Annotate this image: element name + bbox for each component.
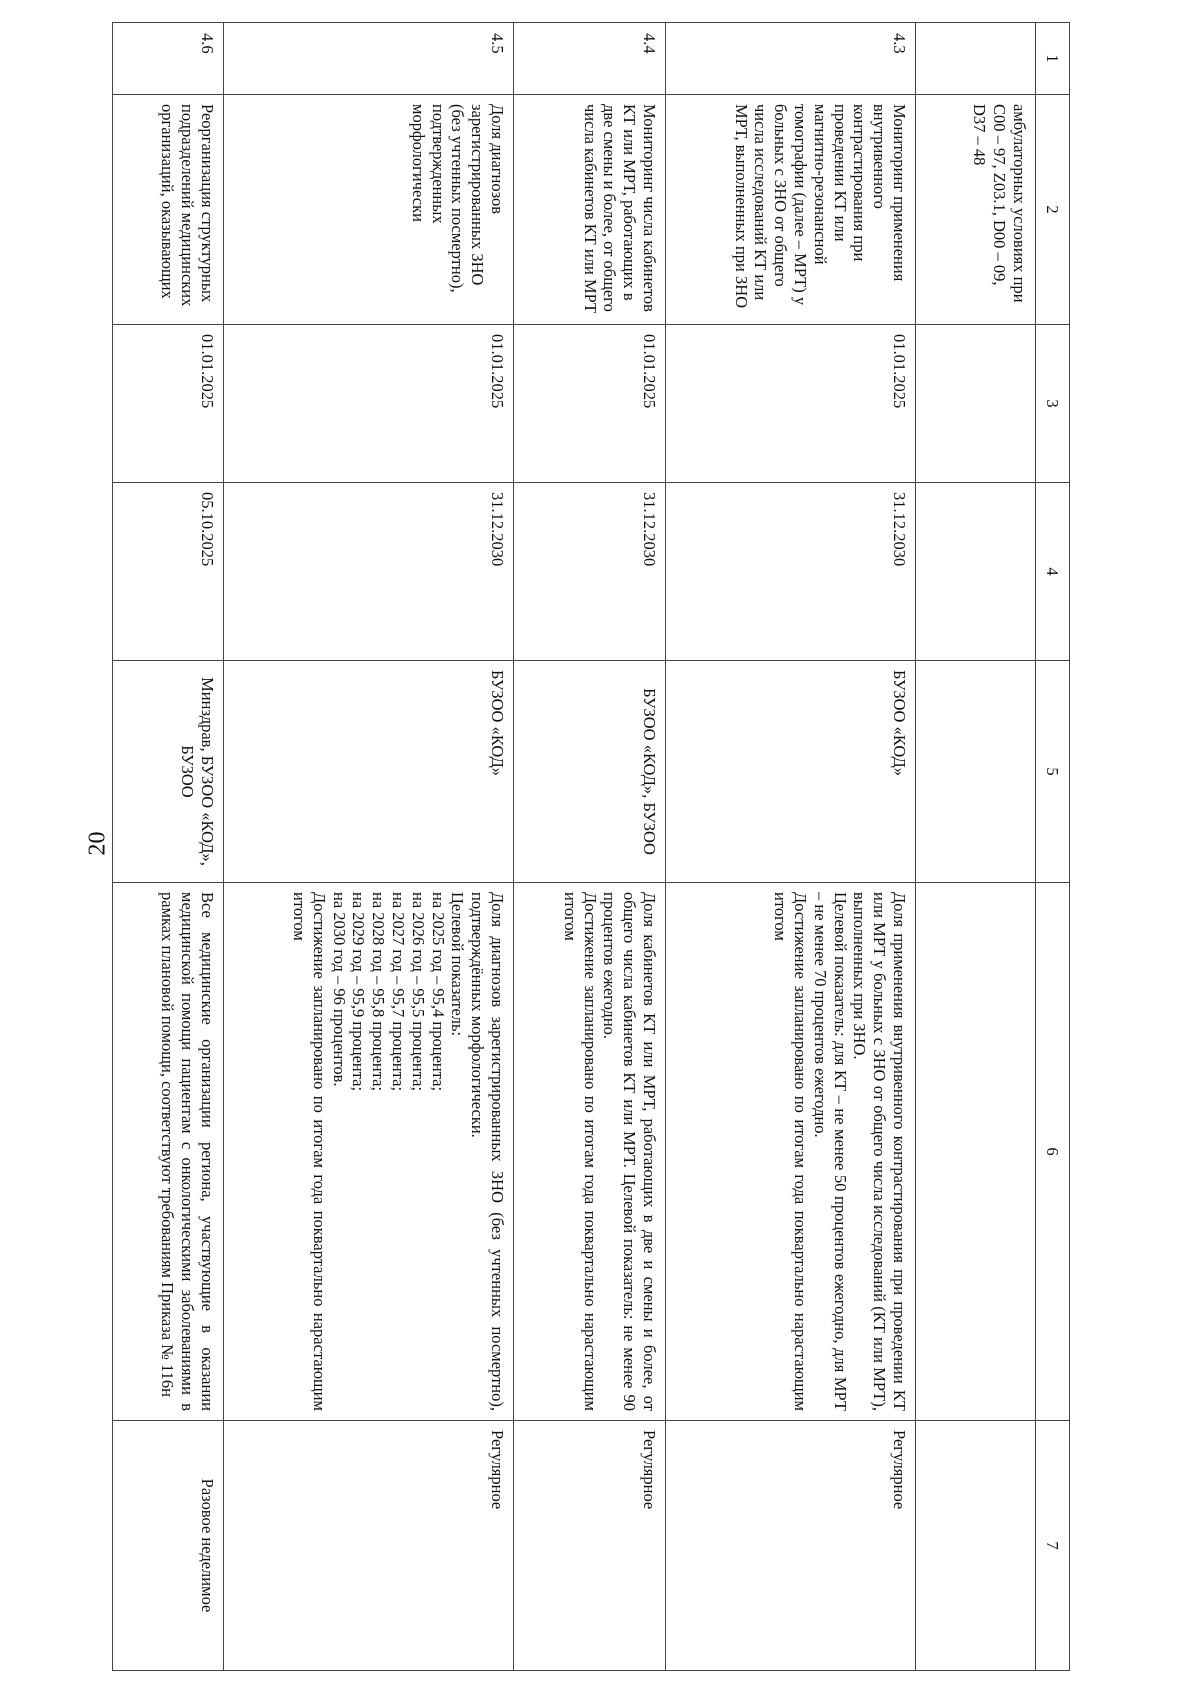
- responsible: БУЗОО «КОД»: [224, 661, 514, 883]
- result-text: на 2028 год – 95,8 процента;: [369, 892, 389, 1092]
- row-number: 4.3: [666, 23, 916, 95]
- plan-table: [112, 22, 1070, 1671]
- event-type: Разовое неделимое: [113, 1421, 224, 1671]
- end-date: 31.12.2030: [224, 483, 514, 661]
- header-cell: 4: [1036, 483, 1070, 661]
- rotated-table-container: [112, 22, 1070, 1670]
- responsible: БУЗОО «КОД», БУЗОО: [514, 661, 666, 883]
- result-cell: [666, 883, 916, 1421]
- header-row: [1036, 23, 1070, 1671]
- header-cell: 5: [1036, 661, 1070, 883]
- result-text: Доля кабинетов КТ или МРТ, работающих в две и смены и более, от общего числа кабинетов КТ или МРТ. Целевой показатель: не менее 90 процентов ежегодно.: [600, 892, 659, 1411]
- result-text: Достижение запланировано по итогам года поквартально нарастающим итогом: [290, 892, 329, 1411]
- result-text: на 2029 год – 95,9 процента;: [349, 892, 369, 1092]
- result-text: на 2025 год – 95,4 процента;: [428, 892, 448, 1092]
- result-cell: [113, 883, 224, 1421]
- responsible: БУЗОО «КОД»: [666, 661, 916, 883]
- row-number: 4.5: [224, 23, 514, 95]
- result-text: Доля диагнозов зарегистрированных ЗНО (без учтенных посмертно), подтверждённых морфологически.: [468, 892, 507, 1411]
- start-date: 01.01.2025: [224, 325, 514, 483]
- row-number: 4.6: [113, 23, 224, 95]
- event-type: Регулярное: [224, 1421, 514, 1671]
- end-date: 31.12.2030: [514, 483, 666, 661]
- result-text: на 2030 год – 96 процентов.: [329, 892, 349, 1087]
- header-cell: 1: [1036, 23, 1070, 95]
- result-cell: [514, 883, 666, 1421]
- header-cell: 6: [1036, 883, 1070, 1421]
- result-text: Целевой показатель: для КТ – не менее 50 процентов ежегодно, для МРТ – не менее 70 процентов ежегодно.: [810, 892, 850, 1411]
- table-row: [514, 23, 666, 1671]
- event-name: Реорганизация структурных подразделений медицинских организаций, оказывающих: [113, 95, 224, 325]
- header-cell: 7: [1036, 1421, 1070, 1671]
- event-name: Доля диагнозов зарегистрированных ЗНО (без учтенных посмертно), подтвержденных морфологически: [224, 95, 514, 325]
- result-text: Достижение запланировано по итогам года поквартально нарастающим итогом: [560, 892, 600, 1411]
- result-text: Доля применения внутривенного контрастирования при проведении КТ или МРТ у больных с ЗНО от общего числа исследований (КТ или МРТ), выполненных при ЗНО.: [850, 892, 909, 1411]
- header-cell: 3: [1036, 325, 1070, 483]
- result-cell: [224, 883, 514, 1421]
- event-name: Мониторинг применения внутривенного контрастирования при проведении КТ или магнитно-резонансной томографии (далее – МРТ) у больных с ЗНО от общего числа исследований КТ или МРТ, выполненных при ЗНО: [666, 95, 916, 325]
- result-text: Все медицинские организации региона, участвующие в оказании медицинской помощи пациентам с онкологическими заболеваниями в рамках плановой помощи, соответствуют требованиям Приказа № 116н: [158, 892, 217, 1411]
- end-date: 05.10.2025: [113, 483, 224, 661]
- table-row: [224, 23, 514, 1671]
- start-date: 01.01.2025: [666, 325, 916, 483]
- responsible: Минздрав, БУЗОО «КОД», БУЗОО: [113, 661, 224, 883]
- event-name: Мониторинг числа кабинетов КТ или МРТ, работающих в две смены и более, от общего числа кабинетов КТ или МРТ: [514, 95, 666, 325]
- end-date: 31.12.2030: [666, 483, 916, 661]
- result-text: на 2027 год – 95,7 процента;: [389, 892, 409, 1092]
- table-row: [113, 23, 224, 1671]
- table-row: [666, 23, 916, 1671]
- header-cell: 2: [1036, 95, 1070, 325]
- event-type: Регулярное: [666, 1421, 916, 1671]
- continuation-row: [916, 23, 1036, 1671]
- result-text: на 2026 год – 95,5 процента;: [408, 892, 428, 1092]
- start-date: 01.01.2025: [113, 325, 224, 483]
- result-text: Целевой показатель:: [448, 892, 468, 1037]
- page-number: 20: [84, 831, 111, 856]
- result-text: Достижение запланировано по итогам года поквартально нарастающим итогом: [771, 892, 811, 1411]
- row-number: 4.4: [514, 23, 666, 95]
- event-type: Регулярное: [514, 1421, 666, 1671]
- start-date: 01.01.2025: [514, 325, 666, 483]
- continuation-text: амбулаторных условиях при С00 – 97, Z03.1, D00 – 09, D37 – 48: [916, 95, 1036, 325]
